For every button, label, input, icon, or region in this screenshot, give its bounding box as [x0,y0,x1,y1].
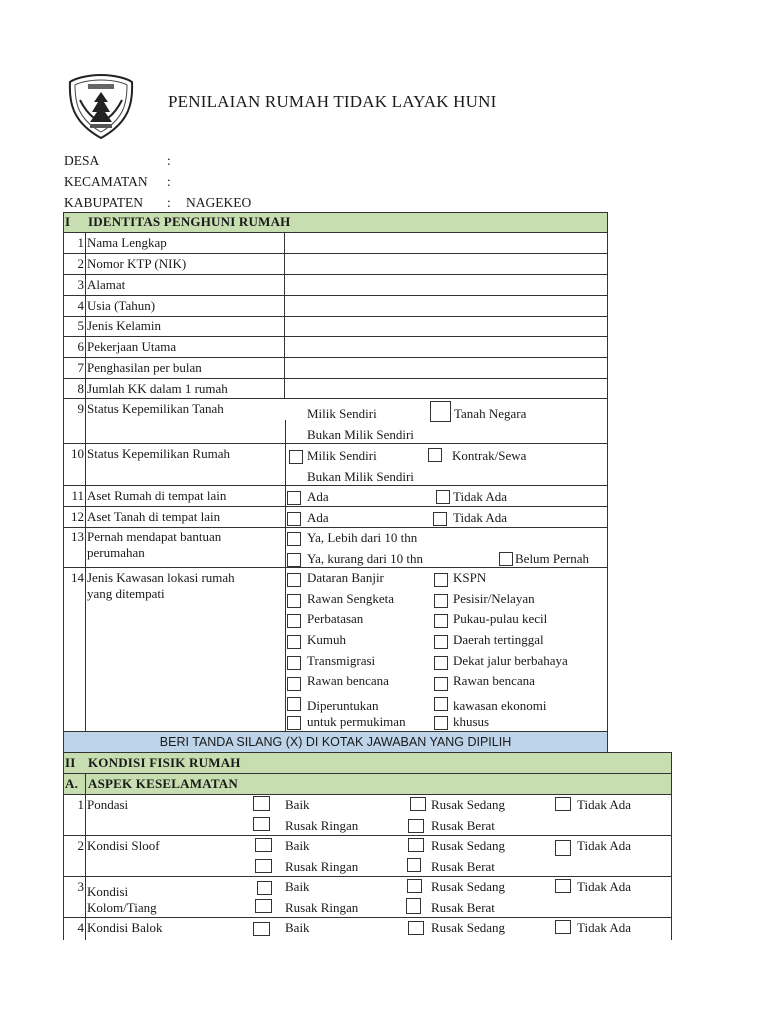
checkbox-balok-baik[interactable] [253,922,270,936]
option-label: Baik [285,879,310,894]
checkbox-aset-rumah-tidak-ada[interactable] [436,490,450,504]
grid-line [63,506,608,507]
field-label-penghasilan: Penghasilan per bulan [87,360,202,375]
grid-line [607,212,608,732]
option-label: Milik Sendiri [307,448,377,463]
option-label: Rusak Sedang [431,920,506,935]
checkbox-kolom-baik[interactable] [257,881,272,895]
grid-line [63,773,672,774]
item-label-kolom-cont: Kolom/Tiang [87,900,157,915]
option-label: Transmigrasi [307,653,376,668]
checkbox-kawasan-kumuh[interactable] [287,635,301,649]
checkbox-kawasan-transmigrasi[interactable] [287,656,301,670]
section2-roman: II [65,755,76,770]
option-label: kawasan ekonomi [453,698,547,713]
field-label-nik: Nomor KTP (NIK) [87,256,187,271]
option-label: Tidak Ada [453,510,508,525]
grid-line [63,794,672,795]
field-label-usia: Usia (Tahun) [87,298,156,313]
info-desa [64,151,186,171]
option-label: Bukan Milik Sendiri [307,469,414,484]
field-label-kawasan-cont: yang ditempati [87,586,165,601]
grid-line [63,443,608,444]
field-number: 9 [77,401,84,416]
checkbox-kawasan-dataran-banjir[interactable] [287,573,301,587]
checkbox-bantuan-lebih-10[interactable] [287,532,301,546]
checkbox-aset-tanah-tidak-ada[interactable] [433,512,447,526]
checkbox-kolom-rusak-berat[interactable] [406,898,421,914]
field-label-jumlah-kk: Jumlah KK dalam 1 rumah [87,381,228,396]
regency-emblem-logo [66,72,136,140]
checkbox-tanah-negara[interactable] [430,401,451,422]
checkbox-kawasan-rawan-bencana-a[interactable] [287,677,301,691]
grid-line [63,336,608,337]
section2-sub-heading: ASPEK KESELAMATAN [88,776,238,791]
checkbox-sloof-baik[interactable] [255,838,272,852]
grid-line [63,752,672,753]
field-number: 12 [71,509,84,524]
checkbox-kawasan-jalur-berbahaya[interactable] [434,656,448,670]
option-label: Rusak Ringan [285,900,359,915]
item-label-balok: Kondisi Balok [87,920,163,935]
grid-line [63,295,608,296]
field-number: 8 [77,381,84,396]
grid-line [63,357,608,358]
grid-line [63,835,672,836]
grid-line [63,485,608,486]
grid-line [63,253,608,254]
checkbox-aset-tanah-ada[interactable] [287,512,301,526]
checkbox-aset-rumah-ada[interactable] [287,491,301,505]
grid-line [63,274,608,275]
field-label-bantuan-cont: perumahan [87,545,145,560]
option-label: Rusak Ringan [285,859,359,874]
section2-heading: KONDISI FISIK RUMAH [88,755,241,770]
checkbox-kawasan-ekonomi-b[interactable] [434,716,448,730]
option-label: Baik [285,797,310,812]
field-label-bantuan: Pernah mendapat bantuan [87,529,222,544]
option-label: Rusak Berat [431,900,495,915]
info-kabupaten [64,193,251,213]
item-number: 1 [77,797,84,812]
field-label-alamat: Alamat [87,277,126,292]
document-title: PENILAIAN RUMAH TIDAK LAYAK HUNI [168,92,497,111]
option-label: Dataran Banjir [307,570,384,585]
field-number: 7 [77,360,84,375]
section1-roman: I [65,214,71,229]
option-label: Pukau-pulau kecil [453,611,548,626]
field-label-aset-tanah: Aset Tanah di tempat lain [87,509,221,524]
option-label: Rawan Sengketa [307,591,395,606]
checkbox-pondasi-rusak-sedang[interactable] [410,797,426,811]
option-label: Pesisir/Nelayan [453,591,535,606]
option-label: Rusak Sedang [431,797,506,812]
option-label: Kontrak/Sewa [452,448,527,463]
item-number: 3 [77,879,84,894]
grid-line [63,527,608,528]
field-number: 6 [77,339,84,354]
info-label: KABUPATEN [64,195,144,210]
option-label: Rawan bencana [453,673,535,688]
option-label: KSPN [453,570,487,585]
field-label-kawasan: Jenis Kawasan lokasi rumah [87,570,235,585]
option-label: Rusak Sedang [431,838,506,853]
option-label: Rusak Ringan [285,818,359,833]
info-label: DESA [64,153,100,168]
checkbox-kawasan-kspn[interactable] [434,573,448,587]
option-label: untuk permukiman [307,714,406,729]
field-label-nama: Nama Lengkap [87,235,167,250]
item-number: 4 [77,920,84,935]
option-label: Tidak Ada [453,489,508,504]
grid-line [63,232,608,233]
info-label: KECAMATAN [64,174,148,189]
option-label: Dekat jalur berbahaya [453,653,568,668]
info-value: NAGEKEO [186,195,252,210]
checkbox-pondasi-baik[interactable] [253,796,270,811]
field-label-status-tanah: Status Kepemilikan Tanah [87,401,224,416]
checkbox-rumah-milik-sendiri[interactable] [289,450,303,464]
option-label: Tidak Ada [577,879,632,894]
field-label-jenis-kelamin: Jenis Kelamin [87,318,162,333]
checkbox-pondasi-tidak-ada[interactable] [555,797,571,811]
grid-line [671,752,672,940]
checkbox-kolom-tidak-ada[interactable] [555,879,571,893]
checkbox-sloof-tidak-ada[interactable] [555,840,571,856]
grid-line [284,232,285,398]
grid-line [63,378,608,379]
option-label: Rusak Berat [431,818,495,833]
checkbox-sloof-rusak-ringan[interactable] [255,859,272,873]
checkbox-kolom-rusak-ringan[interactable] [255,899,272,913]
grid-line [607,732,608,752]
info-colon: : [167,174,171,189]
option-label: Daerah tertinggal [453,632,544,647]
checkbox-pondasi-rusak-ringan[interactable] [253,817,270,831]
field-label-status-rumah: Status Kepemilikan Rumah [87,446,230,461]
option-label: Tidak Ada [577,797,632,812]
grid-line [63,212,608,213]
info-colon: : [167,195,171,210]
checkbox-kawasan-permukiman-a[interactable] [287,697,301,711]
option-label: Ya, kurang dari 10 thn [307,551,424,566]
field-number: 3 [77,277,84,292]
checkbox-balok-rusak-sedang[interactable] [408,921,424,935]
item-label-sloof: Kondisi Sloof [87,838,160,853]
checkbox-kawasan-permukiman-b[interactable] [287,716,301,730]
option-label: Belum Pernah [515,551,590,566]
field-number: 2 [77,256,84,271]
option-label: Rusak Sedang [431,879,506,894]
field-number: 11 [71,488,84,503]
grid-line [63,917,672,918]
checkbox-kawasan-ekonomi-a[interactable] [434,697,448,711]
field-number: 13 [71,529,84,544]
option-label: Ada [307,489,329,504]
option-label: Tidak Ada [577,920,632,935]
option-label: Tanah Negara [454,406,527,421]
checkbox-kontrak-sewa[interactable] [428,448,442,462]
grid-line [63,732,64,752]
item-number: 2 [77,838,84,853]
field-label-pekerjaan: Pekerjaan Utama [87,339,177,354]
item-label-kolom: Kondisi [87,884,129,899]
checkbox-pondasi-rusak-berat[interactable] [408,819,424,833]
checkbox-kawasan-tertinggal[interactable] [434,635,448,649]
checkbox-sloof-rusak-berat[interactable] [407,858,421,872]
section1-heading: IDENTITAS PENGHUNI RUMAH [88,214,291,229]
checkbox-belum-pernah[interactable] [499,552,513,566]
field-label-aset-rumah: Aset Rumah di tempat lain [87,488,227,503]
option-label: Tidak Ada [577,838,632,853]
option-label: khusus [453,714,490,729]
checkbox-kawasan-pulau-kecil[interactable] [434,614,448,628]
option-label: Perbatasan [307,611,364,626]
field-number: 14 [71,570,84,585]
grid-line [63,316,608,317]
checkbox-balok-tidak-ada[interactable] [555,920,571,934]
option-label: Milik Sendiri [307,406,377,421]
option-label: Kumuh [307,632,346,647]
field-number: 5 [77,318,84,333]
grid-line [285,420,286,731]
info-kecamatan [64,172,186,192]
checkbox-sloof-rusak-sedang[interactable] [408,838,424,852]
option-label: Baik [285,838,310,853]
field-number: 10 [71,446,84,461]
grid-line [63,567,608,568]
option-label: Rusak Berat [431,859,495,874]
option-label: Ada [307,510,329,525]
instruction-text: BERI TANDA SILANG (X) DI KOTAK JAWABAN YANG DIPILIH [159,735,512,749]
option-label: Bukan Milik Sendiri [307,427,414,442]
item-label-pondasi: Pondasi [87,797,129,812]
option-label: Diperuntukan [307,698,379,713]
checkbox-bantuan-kurang-10[interactable] [287,553,301,567]
grid-line [63,398,608,399]
checkbox-kolom-rusak-sedang[interactable] [407,879,422,893]
field-number: 4 [77,298,84,313]
section2-sub-letter: A. [65,776,79,791]
info-colon: : [167,153,171,168]
grid-line [63,876,672,877]
field-number: 1 [77,235,84,250]
checkbox-kawasan-rawan-bencana-b[interactable] [434,677,448,691]
option-label: Ya, Lebih dari 10 thn [307,530,418,545]
checkbox-kawasan-perbatasan[interactable] [287,614,301,628]
option-label: Baik [285,920,310,935]
checkbox-kawasan-rawan-sengketa[interactable] [287,594,301,608]
grid-line [85,232,86,732]
grid-line [85,773,86,940]
checkbox-kawasan-pesisir[interactable] [434,594,448,608]
option-label: Rawan bencana [307,673,389,688]
